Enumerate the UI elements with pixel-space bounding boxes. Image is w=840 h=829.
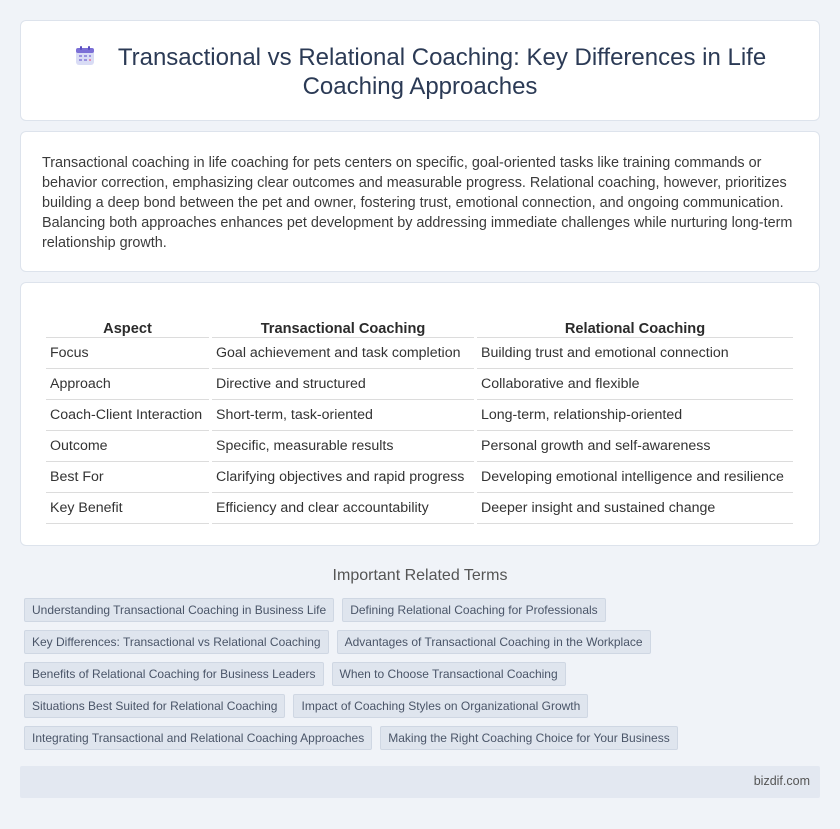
related-term-tag[interactable]: Advantages of Transactional Coaching in the Workplace: [337, 630, 651, 654]
related-term-tag[interactable]: Benefits of Relational Coaching for Business Leaders: [24, 662, 324, 686]
table-cell-transactional: Goal achievement and task completion: [212, 338, 474, 369]
table-cell-transactional: Directive and structured: [212, 369, 474, 400]
related-terms-title: Important Related Terms: [332, 567, 508, 584]
related-term-tag[interactable]: Making the Right Coaching Choice for Your Business: [380, 726, 678, 750]
header-relational: Relational Coaching: [477, 315, 793, 338]
table-cell-transactional: Specific, measurable results: [212, 431, 474, 462]
table-cell-transactional: Clarifying objectives and rapid progress: [212, 462, 474, 493]
table-cell-aspect: Approach: [46, 369, 209, 400]
tag-row: [24, 694, 824, 718]
table-cell-transactional: Efficiency and clear accountability: [212, 493, 474, 524]
table-row: [46, 338, 793, 369]
table-row: [46, 431, 793, 462]
table-cell-relational: Building trust and emotional connection: [477, 338, 793, 369]
related-term-tag[interactable]: Key Differences: Transactional vs Relational Coaching: [24, 630, 329, 654]
related-term-tag[interactable]: Impact of Coaching Styles on Organizational Growth: [293, 694, 588, 718]
table-cell-aspect: Best For: [46, 462, 209, 493]
comparison-table: [43, 315, 796, 524]
footer-site-link[interactable]: bizdif.com: [753, 774, 810, 788]
table-cell-aspect: Outcome: [46, 431, 209, 462]
table-row: [46, 369, 793, 400]
table-cell-aspect: Focus: [46, 338, 209, 369]
table-header-row: [46, 315, 793, 338]
table-cell-aspect: Coach-Client Interaction: [46, 400, 209, 431]
title-card: [20, 20, 820, 121]
tag-row: [24, 662, 824, 686]
tag-row: [24, 726, 824, 750]
table-row: [46, 493, 793, 524]
related-term-tag[interactable]: Defining Relational Coaching for Professionals: [342, 598, 605, 622]
page-title: Transactional vs Relational Coaching: Key Differences in Life Coaching Approaches: [117, 44, 767, 100]
table-cell-relational: Long-term, relationship-oriented: [477, 400, 793, 431]
calendar-icon: [74, 45, 96, 67]
header-transactional: Transactional Coaching: [212, 315, 474, 338]
table-cell-transactional: Short-term, task-oriented: [212, 400, 474, 431]
related-term-tag[interactable]: Integrating Transactional and Relational Coaching Approaches: [24, 726, 372, 750]
tag-row: [24, 598, 824, 622]
table-cell-relational: Developing emotional intelligence and resilience: [477, 462, 793, 493]
intro-paragraph: Transactional coaching in life coaching for pets centers on specific, goal-oriented tasks like training commands or behavior correction, emphasizing clear outcomes and measurable progress. Relational coaching, however, prioritizes building a deep bond between the pet and owner, fostering trust, emotional connection, and ongoing communication. Balancing both approaches enhances pet development by addressing immediate challenges while nurturing long-term relationship growth.: [42, 155, 793, 251]
page-title-wrap: [21, 43, 819, 101]
related-term-tag[interactable]: When to Choose Transactional Coaching: [332, 662, 566, 686]
intro-card: [20, 131, 820, 272]
footer: [20, 766, 820, 798]
table-cell-relational: Personal growth and self-awareness: [477, 431, 793, 462]
related-terms-list: [24, 598, 824, 758]
header-aspect: Aspect: [46, 315, 209, 338]
table-cell-aspect: Key Benefit: [46, 493, 209, 524]
comparison-table-card: [20, 282, 820, 546]
tag-row: [24, 630, 824, 654]
table-row: [46, 462, 793, 493]
table-row: [46, 400, 793, 431]
related-term-tag[interactable]: Understanding Transactional Coaching in Business Life: [24, 598, 334, 622]
table-cell-relational: Deeper insight and sustained change: [477, 493, 793, 524]
table-cell-relational: Collaborative and flexible: [477, 369, 793, 400]
related-term-tag[interactable]: Situations Best Suited for Relational Coaching: [24, 694, 285, 718]
